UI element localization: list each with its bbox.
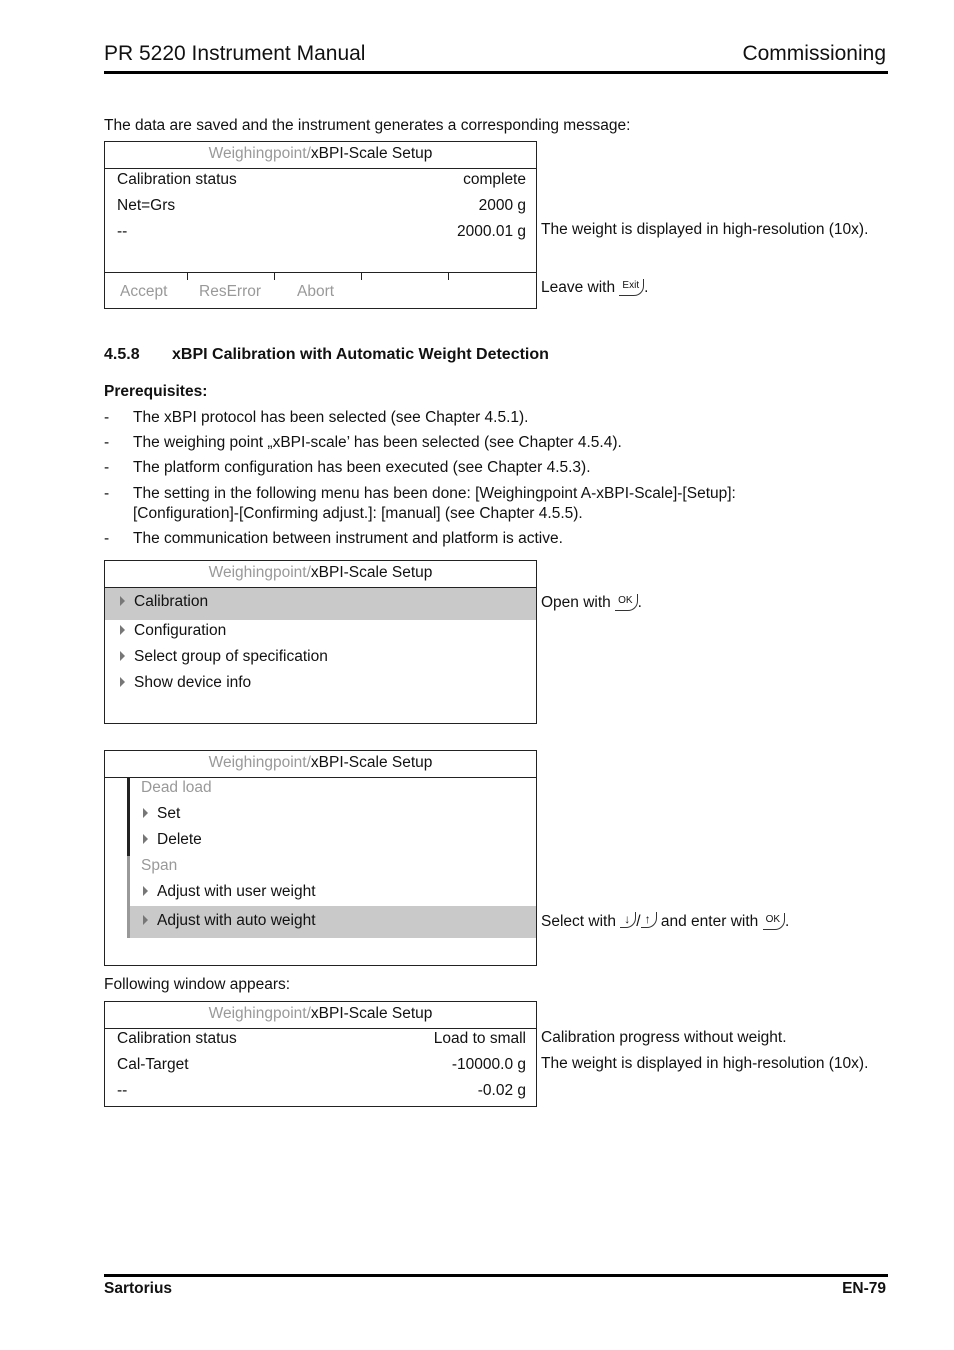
screen-title: Weighingpoint/xBPI-Scale Setup — [105, 1002, 536, 1029]
triangle-right-icon — [143, 834, 148, 844]
triangle-right-icon — [120, 625, 125, 635]
prereq-item: The xBPI protocol has been selected (see Chapter 4.5.1). — [133, 409, 529, 426]
row-weight: -- -0.02 g — [117, 1082, 526, 1099]
menu-item-adjust-user-weight[interactable]: Adjust with user weight — [143, 883, 316, 901]
note-high-resolution: The weight is displayed in high-resolution (10x). — [541, 221, 869, 238]
header-rule — [104, 71, 888, 74]
row-calibration-status: Calibration status Load to small — [117, 1030, 526, 1047]
triangle-right-icon — [120, 596, 125, 606]
prereq-item: The weighing point „xBPI-scale’ has been selected (see Chapter 4.5.4). — [133, 434, 622, 451]
bullet-dash: - — [104, 485, 110, 502]
chapter-title: Commissioning — [742, 42, 886, 65]
prereq-item: The communication between instrument and platform is active. — [133, 530, 563, 547]
prereq-item: The platform configuration has been executed (see Chapter 4.5.3). — [133, 459, 591, 476]
prereq-item-continued: [Configuration]-[Confirming adjust.]: [manual] (see Chapter 4.5.5). — [133, 505, 583, 522]
bullet-dash: - — [104, 459, 110, 476]
screen-setup-menu — [104, 560, 537, 724]
note-select-enter: Select with ↓ / ↑ and enter with OK . — [541, 912, 790, 930]
prerequisites-heading: Prerequisites: — [104, 383, 208, 400]
screen-title: Weighingpoint/xBPI-Scale Setup — [105, 142, 536, 169]
footer-company: Sartorius — [104, 1280, 173, 1297]
note-leave: Leave with Exit . — [541, 279, 649, 296]
note-open: Open with OK . — [541, 594, 642, 611]
section-number: 4.5.8 — [104, 346, 140, 363]
ok-key-icon: OK — [615, 594, 637, 611]
bullet-dash: - — [104, 530, 110, 547]
menu-item-adjust-auto-weight[interactable]: Adjust with auto weight — [143, 912, 316, 930]
bullet-dash: - — [104, 434, 110, 451]
menu-item-delete[interactable]: Delete — [143, 831, 202, 849]
softkey-bar — [105, 272, 536, 308]
group-bar — [127, 778, 130, 856]
note-progress: Calibration progress without weight. — [541, 1029, 787, 1046]
screen-calibration-progress — [104, 1001, 537, 1107]
up-arrow-key-icon: ↑ — [641, 912, 657, 928]
screen-title: Weighingpoint/xBPI-Scale Setup — [105, 561, 536, 588]
section-title: xBPI Calibration with Automatic Weight Detection — [172, 346, 549, 363]
screen-calibration-complete — [104, 141, 537, 309]
softkey-accept[interactable]: Accept — [120, 283, 168, 300]
page-number: EN-79 — [842, 1280, 886, 1297]
menu-item-configuration[interactable]: Configuration — [120, 622, 226, 640]
row-cal-target: Cal-Target -10000.0 g — [117, 1056, 526, 1073]
ok-key-icon: OK — [763, 913, 785, 930]
group-span: Span — [141, 857, 178, 874]
following-text: Following window appears: — [104, 976, 291, 993]
prereq-item: The setting in the following menu has been done: [Weighingpoint A-xBPI-Scale]-[Setup]: — [133, 485, 736, 502]
menu-item-calibration[interactable]: Calibration — [120, 593, 208, 611]
triangle-right-icon — [120, 677, 125, 687]
exit-key-icon: Exit — [619, 279, 644, 296]
softkey-abort[interactable]: Abort — [297, 283, 335, 300]
triangle-right-icon — [143, 808, 148, 818]
down-arrow-key-icon: ↓ — [620, 912, 636, 928]
group-dead-load: Dead load — [141, 779, 212, 796]
triangle-right-icon — [143, 915, 148, 925]
intro-text: The data are saved and the instrument generates a corresponding message: — [104, 117, 631, 134]
row-weight: -- 2000.01 g — [117, 223, 526, 240]
note-high-resolution: The weight is displayed in high-resolution (10x). — [541, 1055, 869, 1072]
footer-rule — [104, 1274, 888, 1277]
menu-item-show-device-info[interactable]: Show device info — [120, 674, 251, 692]
screen-calibration-menu — [104, 750, 537, 966]
row-calibration-status: Calibration status complete — [117, 171, 526, 188]
triangle-right-icon — [143, 886, 148, 896]
manual-title: PR 5220 Instrument Manual — [104, 42, 366, 65]
softkey-reserror[interactable]: ResError — [199, 283, 262, 300]
menu-item-set[interactable]: Set — [143, 805, 180, 823]
screen-title: Weighingpoint/xBPI-Scale Setup — [105, 751, 536, 778]
triangle-right-icon — [120, 651, 125, 661]
row-net-grs: Net=Grs 2000 g — [117, 197, 526, 214]
menu-item-select-group[interactable]: Select group of specification — [120, 648, 328, 666]
bullet-dash: - — [104, 409, 110, 426]
